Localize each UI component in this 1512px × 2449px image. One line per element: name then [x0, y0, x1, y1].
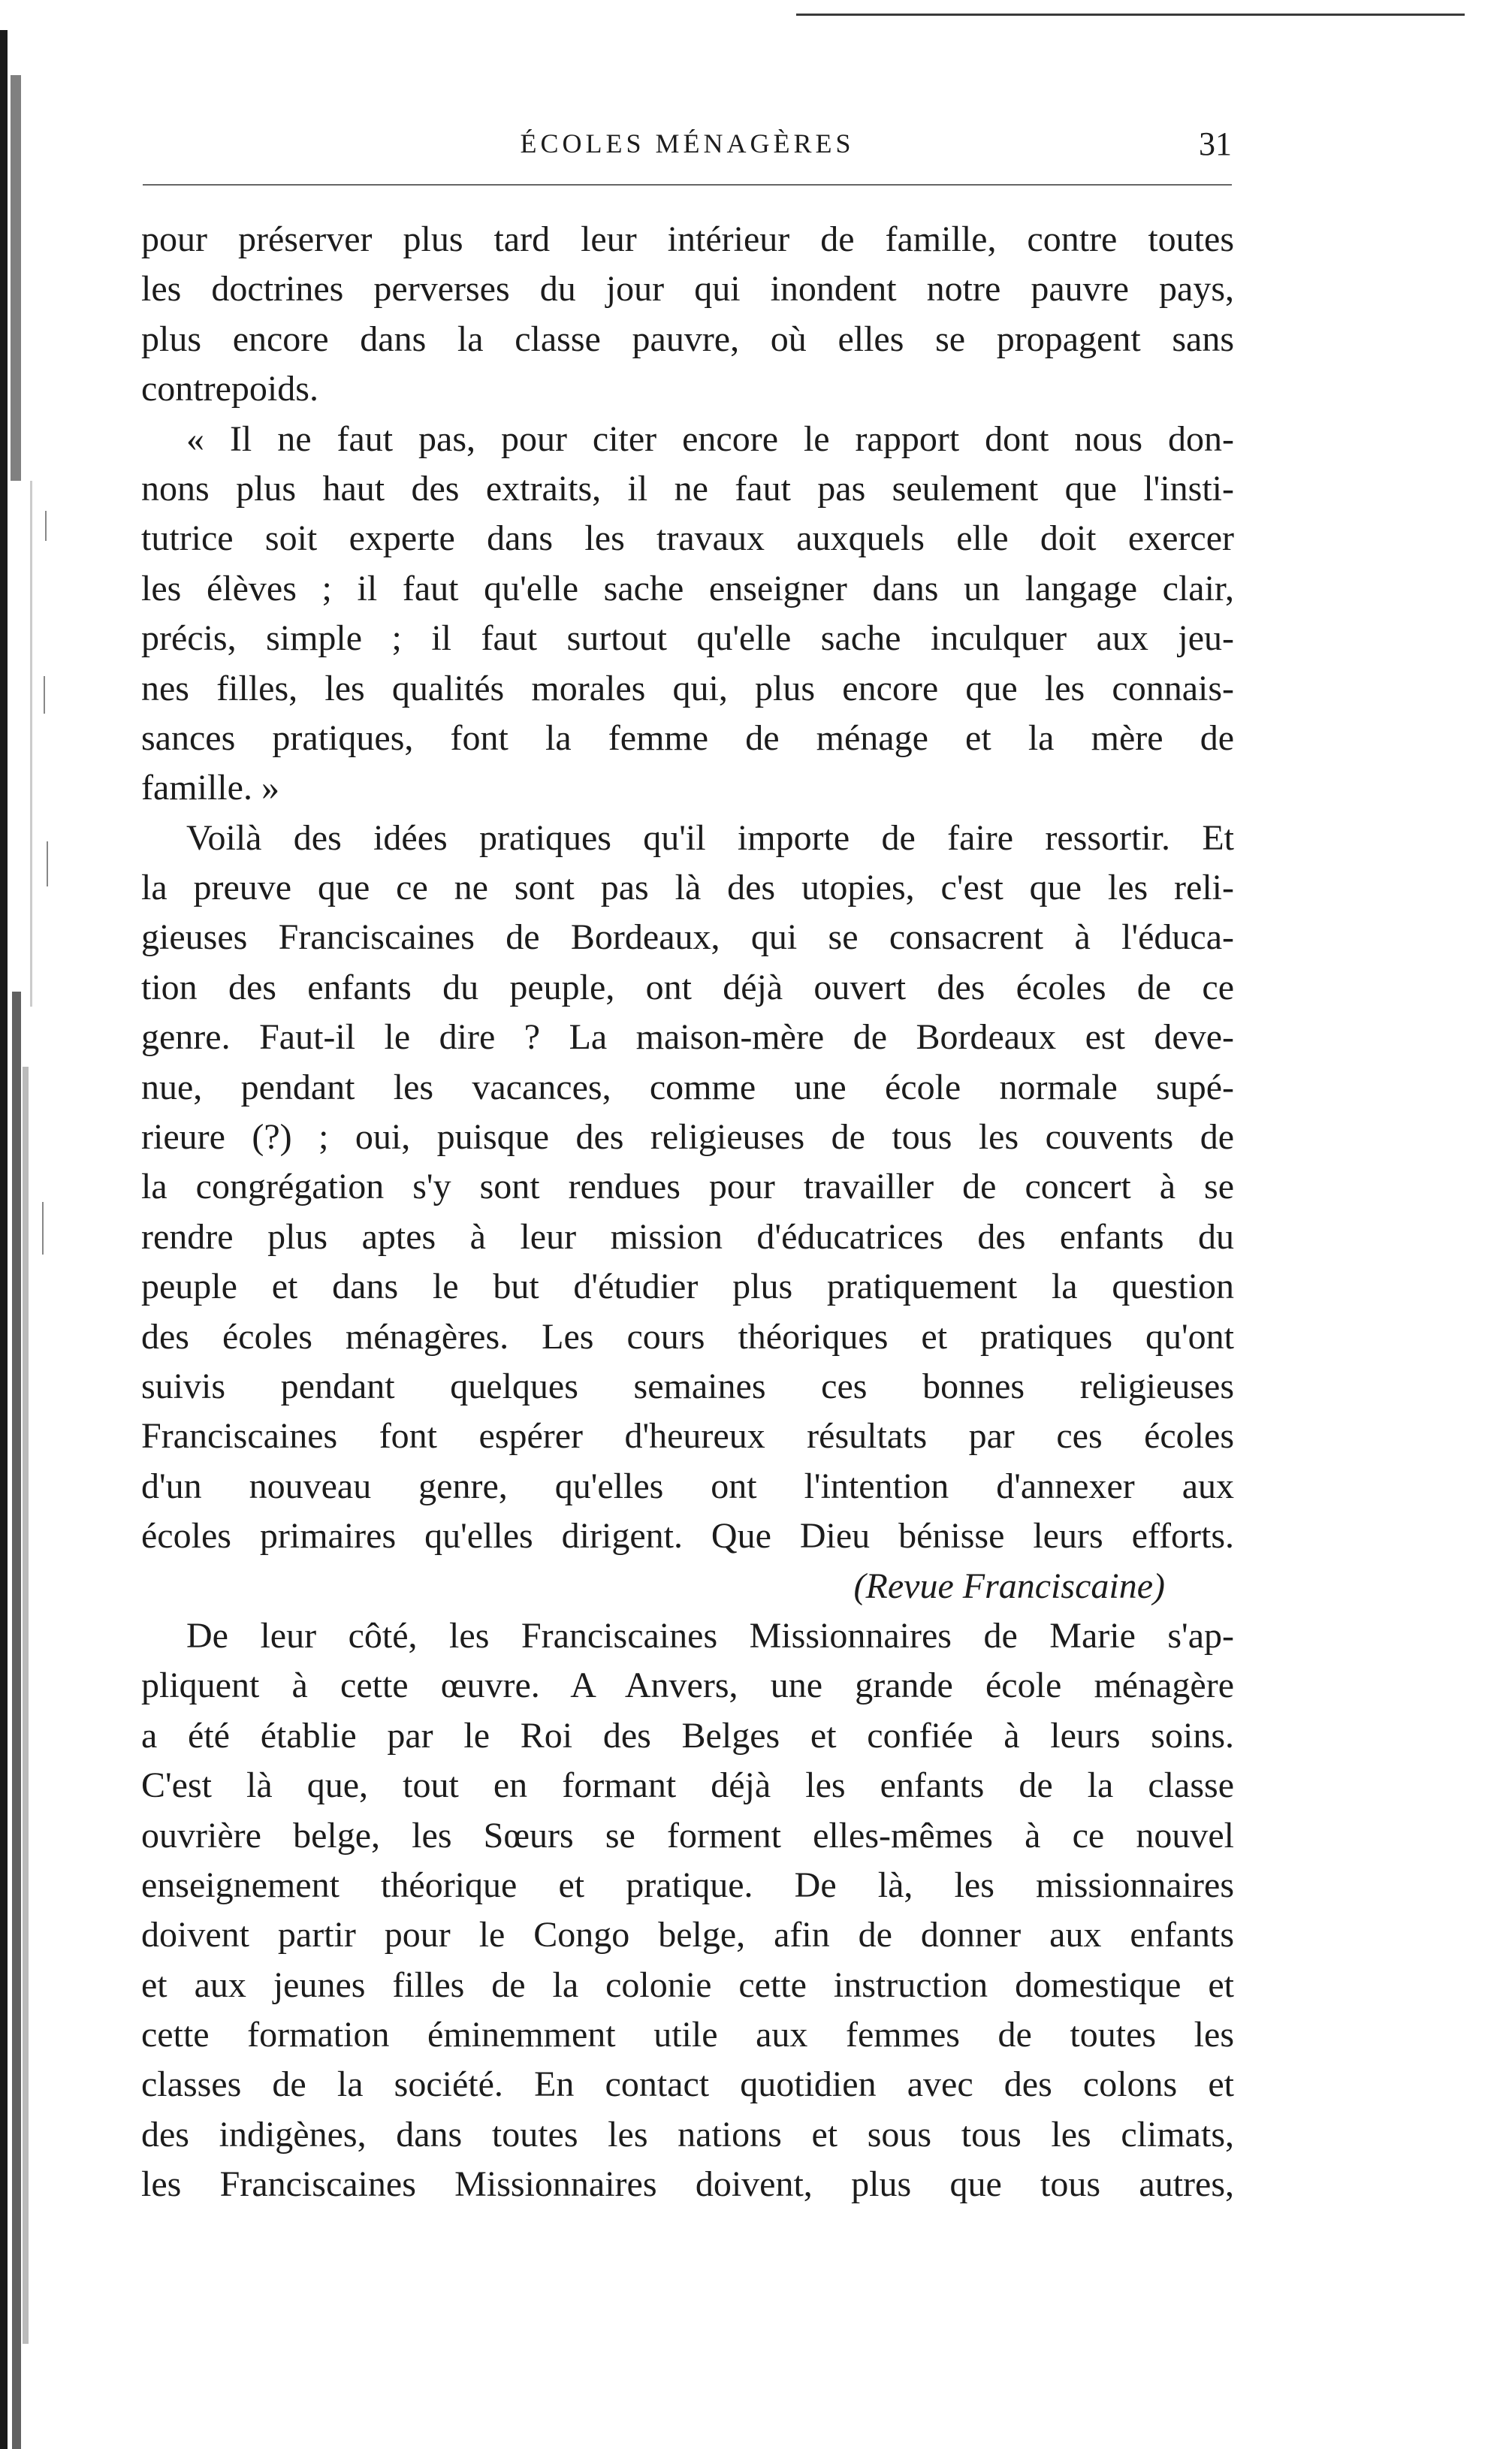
- text-line: nons plus haut des extraits, il ne faut pas seulement que l'insti-: [141, 468, 1234, 509]
- text-line: gieuses Franciscaines de Bordeaux, qui se consacrent à l'éduca-: [141, 917, 1234, 958]
- text-line: rieure (?) ; oui, puisque des religieuses de tous les couvents de: [141, 1117, 1234, 1158]
- text-line: rendre plus aptes à leur mission d'éducatrices des enfants du: [141, 1216, 1234, 1257]
- text-line: Voilà des idées pratiques qu'il importe de faire ressortir. Et: [186, 817, 1234, 858]
- text-line: précis, simple ; il faut surtout qu'elle sache inculquer aux jeu-: [141, 618, 1234, 659]
- text-line: des écoles ménagères. Les cours théoriques et pratiques qu'ont: [141, 1316, 1234, 1357]
- text-line: « Il ne faut pas, pour citer encore le rapport dont nous don-: [186, 418, 1234, 459]
- text-line: et aux jeunes filles de la colonie cette instruction domestique et: [141, 1964, 1234, 2005]
- text-line: peuple et dans le but d'étudier plus pratiquement la question: [141, 1267, 1234, 1307]
- text-line: cette formation éminemment utile aux femmes de toutes les: [141, 2015, 1234, 2055]
- text-line: des indigènes, dans toutes les nations et sous tous les climats,: [141, 2114, 1234, 2155]
- text-line: sances pratiques, font la femme de ménage et la mère de: [141, 717, 1234, 758]
- text-line: les Franciscaines Missionnaires doivent, plus que tous autres,: [141, 2164, 1234, 2205]
- text-line: tion des enfants du peuple, ont déjà ouvert des écoles de ce: [141, 967, 1234, 1007]
- text-line: d'un nouveau genre, qu'elles ont l'intention d'annexer aux: [141, 1466, 1234, 1506]
- text-line: contrepoids.: [141, 369, 318, 409]
- text-line: genre. Faut-il le dire ? La maison-mère de Bordeaux est deve-: [141, 1017, 1234, 1058]
- text-line: tutrice soit experte dans les travaux auxquels elle doit exercer: [141, 518, 1234, 559]
- text-line: ouvrière belge, les Sœurs se forment elles-mêmes à ce nouvel: [141, 1815, 1234, 1856]
- text-line: enseignement théorique et pratique. De là, les missionnaires: [141, 1865, 1234, 1905]
- top-edge-rule: [796, 14, 1465, 16]
- page-binding-edge: [0, 30, 71, 2449]
- text-line: pour préserver plus tard leur intérieur de famille, contre toutes: [141, 219, 1234, 259]
- text-line: plus encore dans la classe pauvre, où elles se propagent sans: [141, 319, 1234, 359]
- text-line: De leur côté, les Franciscaines Missionnaires de Marie s'ap-: [186, 1615, 1234, 1656]
- text-line: écoles primaires qu'elles dirigent. Que Dieu bénisse leurs efforts.: [141, 1516, 1234, 1557]
- text-line: classes de la société. En contact quotidien avec des colons et: [141, 2064, 1234, 2105]
- header-rule: [143, 184, 1232, 186]
- text-line: la congrégation s'y sont rendues pour travailler de concert à se: [141, 1167, 1234, 1207]
- text-line: les doctrines perverses du jour qui inondent notre pauvre pays,: [141, 269, 1234, 310]
- body-text: [141, 215, 1234, 2210]
- text-line: doivent partir pour le Congo belge, afin de donner aux enfants: [141, 1915, 1234, 1955]
- text-line: nue, pendant les vacances, comme une école normale supé-: [141, 1067, 1234, 1107]
- source-citation: (Revue Franciscaine): [853, 1566, 1165, 1606]
- text-line: pliquent à cette œuvre. A Anvers, une grande école ménagère: [141, 1665, 1234, 1706]
- page-number: 31: [1199, 125, 1232, 162]
- text-line: suivis pendant quelques semaines ces bonnes religieuses: [141, 1366, 1234, 1406]
- text-line: Franciscaines font espérer d'heureux résultats par ces écoles: [141, 1416, 1234, 1457]
- text-line: les élèves ; il faut qu'elle sache enseigner dans un langage clair,: [141, 568, 1234, 608]
- text-line: la preuve que ce ne sont pas là des utopies, c'est que les reli-: [141, 868, 1234, 908]
- text-line: a été établie par le Roi des Belges et confiée à leurs soins.: [141, 1715, 1234, 1756]
- text-line: C'est là que, tout en formant déjà les enfants de la classe: [141, 1765, 1234, 1806]
- running-header: [143, 125, 1232, 173]
- running-title: ÉCOLES MÉNAGÈRES: [520, 128, 855, 159]
- text-line: famille. »: [141, 768, 279, 808]
- text-line: nes filles, les qualités morales qui, plus encore que les connais-: [141, 668, 1234, 708]
